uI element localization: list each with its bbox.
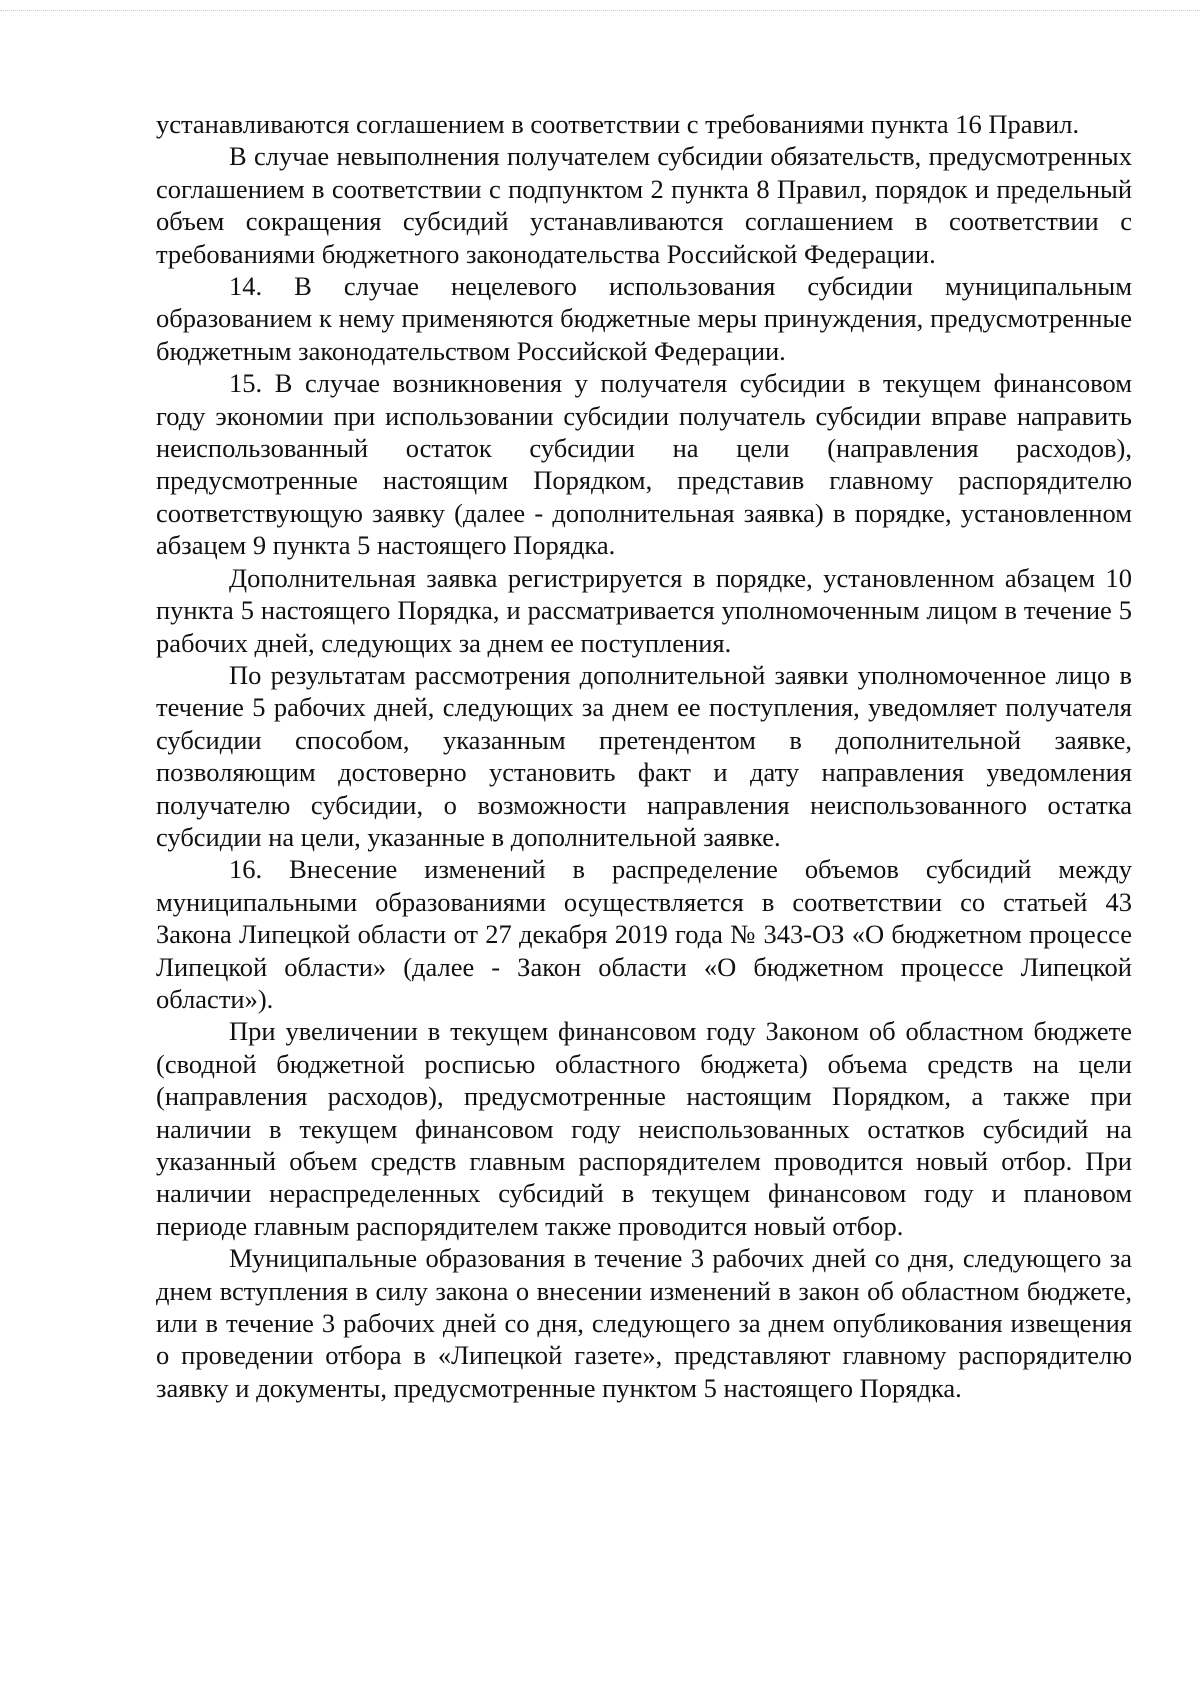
paragraph-15: 15. В случае возникновения у получателя субсидии в текущем финансовом году экономии при использовании субсидии получатель субсидии вправе направить неиспользованный остаток субсидии на цели (направления расходов), предусмотренные настоящим Порядком, представив главному распорядителю соответствующую заявку (далее - дополнительная заявка) в порядке, установленном абзацем 9 пункта 5 настоящего Порядка.: [156, 368, 1132, 561]
paragraph-budget-increase: При увеличении в текущем финансовом году Законом об областном бюджете (сводной бюджетной росписью областного бюджета) объема средств на цели (направления расходов), предусмотренные настоящим Порядком, а также при наличии в текущем финансовом году неиспользованных остатков субсидий на указанный объем средств главным распорядителем проводится новый отбор. При наличии нераспределенных субсидий в текущем финансовом году и плановом периоде главным распорядителем также проводится новый отбор.: [156, 1016, 1132, 1241]
paragraph-review-results: По результатам рассмотрения дополнительной заявки уполномоченное лицо в течение 5 рабочих дней, следующих за днем ее поступления, уведомляет получателя субсидии способом, указанным претендентом в дополнительной заявке, позволяющим достоверно установить факт и дату направления уведомления получателю субсидии, о возможности направления неиспользованного остатка субсидии на цели, указанные в дополнительной заявке.: [156, 659, 1132, 852]
document-body: [156, 108, 1132, 1404]
paragraph-municipalities: Муниципальные образования в течение 3 рабочих дней со дня, следующего за днем вступления в силу закона о внесении изменений в закон об областном бюджете, или в течение 3 рабочих дней со дня, следующего за днем опубликования извещения о проведении отбора в «Липецкой газете», представляют главному распорядителю заявку и документы, предусмотренные пунктом 5 настоящего Порядка.: [156, 1243, 1132, 1403]
paragraph-additional-request: Дополнительная заявка регистрируется в порядке, установленном абзацем 10 пункта 5 настоящего Порядка, и рассматривается уполномоченным лицом в течение 5 рабочих дней, следующих за днем ее поступления.: [156, 562, 1132, 658]
paragraph-14: 14. В случае нецелевого использования субсидии муниципальным образованием к нему применяются бюджетные меры принуждения, предусмотренные бюджетным законодательством Российской Федерации.: [156, 271, 1132, 366]
paragraph-16: 16. Внесение изменений в распределение объемов субсидий между муниципальными образованиями осуществляется в соответствии со статьей 43 Закона Липецкой области от 27 декабря 2019 года № 343-ОЗ «О бюджетном процессе Липецкой области» (далее - Закон области «О бюджетном процессе Липецкой области»).: [156, 854, 1132, 1014]
paragraph-subsidy-reduction: В случае невыполнения получателем субсидии обязательств, предусмотренных соглашением в соответствии с подпунктом 2 пункта 8 Правил, порядок и предельный объем сокращения субсидий устанавливаются соглашением в соответствии с требованиями бюджетного законодательства Российской Федерации.: [156, 141, 1132, 269]
scan-edge-line: [0, 10, 1200, 11]
paragraph-continuation: устанавливаются соглашением в соответствии с требованиями пункта 16 Правил.: [156, 109, 1080, 139]
